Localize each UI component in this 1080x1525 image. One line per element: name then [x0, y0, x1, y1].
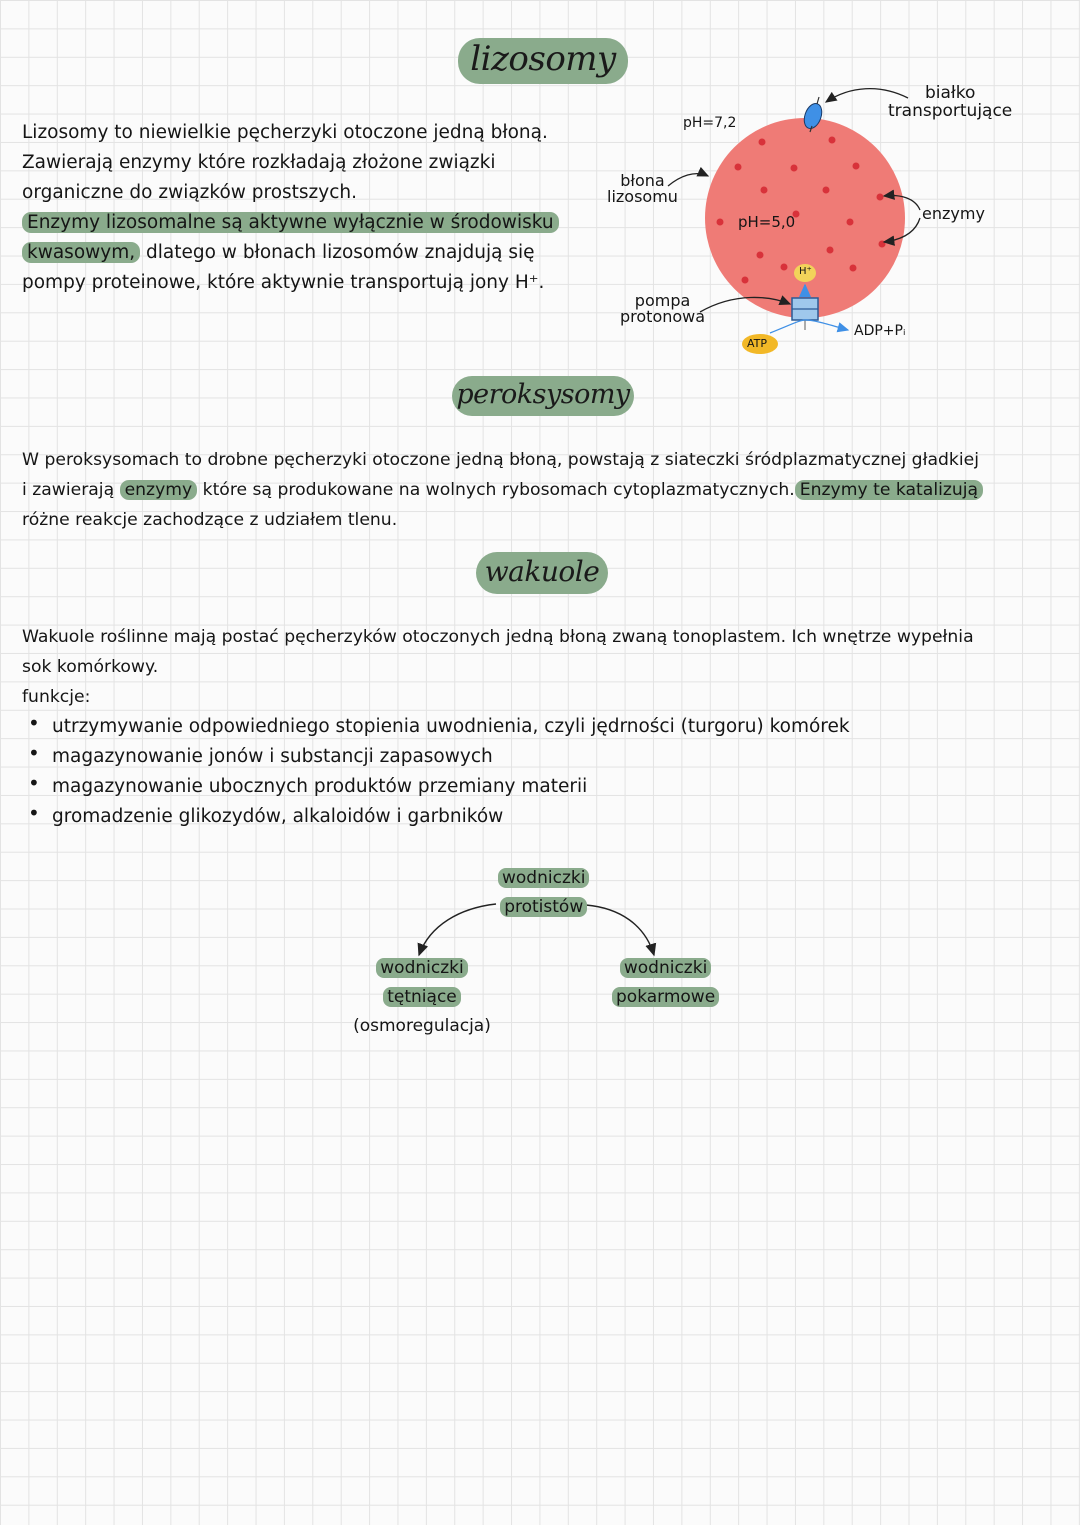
- ph-inside: pH=5,0: [738, 213, 796, 231]
- lizosomy-line-rest: dlatego w błonach lizosomów znajdują się: [140, 242, 535, 263]
- ph-outside: pH=7,2: [683, 115, 737, 131]
- list-item: • utrzymywanie odpowiedniego stopienia uwodnienia, czyli jędrności (turgoru) komórek: [28, 712, 850, 742]
- highlight: Enzymy lizosomalne są aktywne wyłącznie w środowisku: [22, 212, 559, 233]
- funkcje-label: funkcje:: [22, 687, 91, 707]
- list-item: • magazynowanie ubocznych produktów przemiany materii: [28, 772, 850, 802]
- label-line: pompa: [634, 291, 691, 310]
- list-item: • magazynowanie jonów i substancji zapasowych: [28, 742, 850, 772]
- label-line: lizosomu: [607, 187, 678, 206]
- highlight: Enzymy te katalizują: [795, 480, 983, 500]
- peroksysomy-line: różne reakcje zachodzące z udziałem tlenu.: [22, 510, 398, 530]
- enzymes-label: enzymy: [922, 204, 985, 223]
- list-item: • gromadzenie glikozydów, alkaloidów i garbników: [28, 802, 850, 832]
- label-line: protistów: [500, 897, 587, 917]
- highlight: kwasowym,: [22, 242, 140, 263]
- wakuole-line: sok komórkowy.: [22, 657, 159, 677]
- wakuole-title: wakuole: [476, 552, 608, 594]
- label-line: (osmoregulacja): [353, 1016, 491, 1036]
- line-part: i zawierają: [22, 480, 120, 500]
- peroksysomy-title: peroksysomy: [452, 376, 634, 416]
- wodniczki-tetniace: [352, 954, 492, 1041]
- label-line: tętniące: [383, 987, 461, 1007]
- lizosomy-title: lizosomy: [458, 38, 628, 84]
- label-line: wodniczki: [498, 868, 589, 888]
- lizosomy-line: pompy proteinowe, które aktywnie transportują jony H⁺.: [22, 272, 545, 293]
- label-line: wodniczki: [620, 958, 711, 978]
- lizosomy-line: organiczne do związków prostszych.: [22, 182, 357, 203]
- label-line: protonowa: [620, 307, 706, 326]
- wakuole-line: Wakuole roślinne mają postać pęcherzyków otoczonych jedną błoną zwaną tonoplastem. Ich wnętrze wypełnia: [22, 627, 974, 647]
- label-line: białko: [924, 83, 976, 103]
- label-line: transportujące: [888, 101, 1013, 121]
- peroksysomy-line: W peroksysomach to drobne pęcherzyki otoczone jedną błoną, powstają z siateczki śródplazmatycznej gładkiej: [22, 450, 979, 470]
- wodniczki-pokarmowe: [612, 954, 719, 1012]
- label-line: błona: [620, 171, 665, 190]
- label-line: wodniczki: [376, 958, 467, 978]
- lizosomy-line: Lizosomy to niewielkie pęcherzyki otoczone jedną błoną.: [22, 122, 548, 143]
- highlight: enzymy: [120, 480, 198, 500]
- line-part: które są produkowane na wolnych rybosomach cytoplazmatycznych.: [197, 480, 795, 500]
- atp-label: ATP: [747, 337, 768, 350]
- h-plus-label: H⁺: [799, 266, 812, 277]
- lizosomy-line: Zawierają enzymy które rozkładają złożone związki: [22, 152, 496, 173]
- adp-label: ADP+Pᵢ: [854, 323, 906, 339]
- wodniczki-protistow: [498, 864, 589, 922]
- label-line: pokarmowe: [612, 987, 719, 1007]
